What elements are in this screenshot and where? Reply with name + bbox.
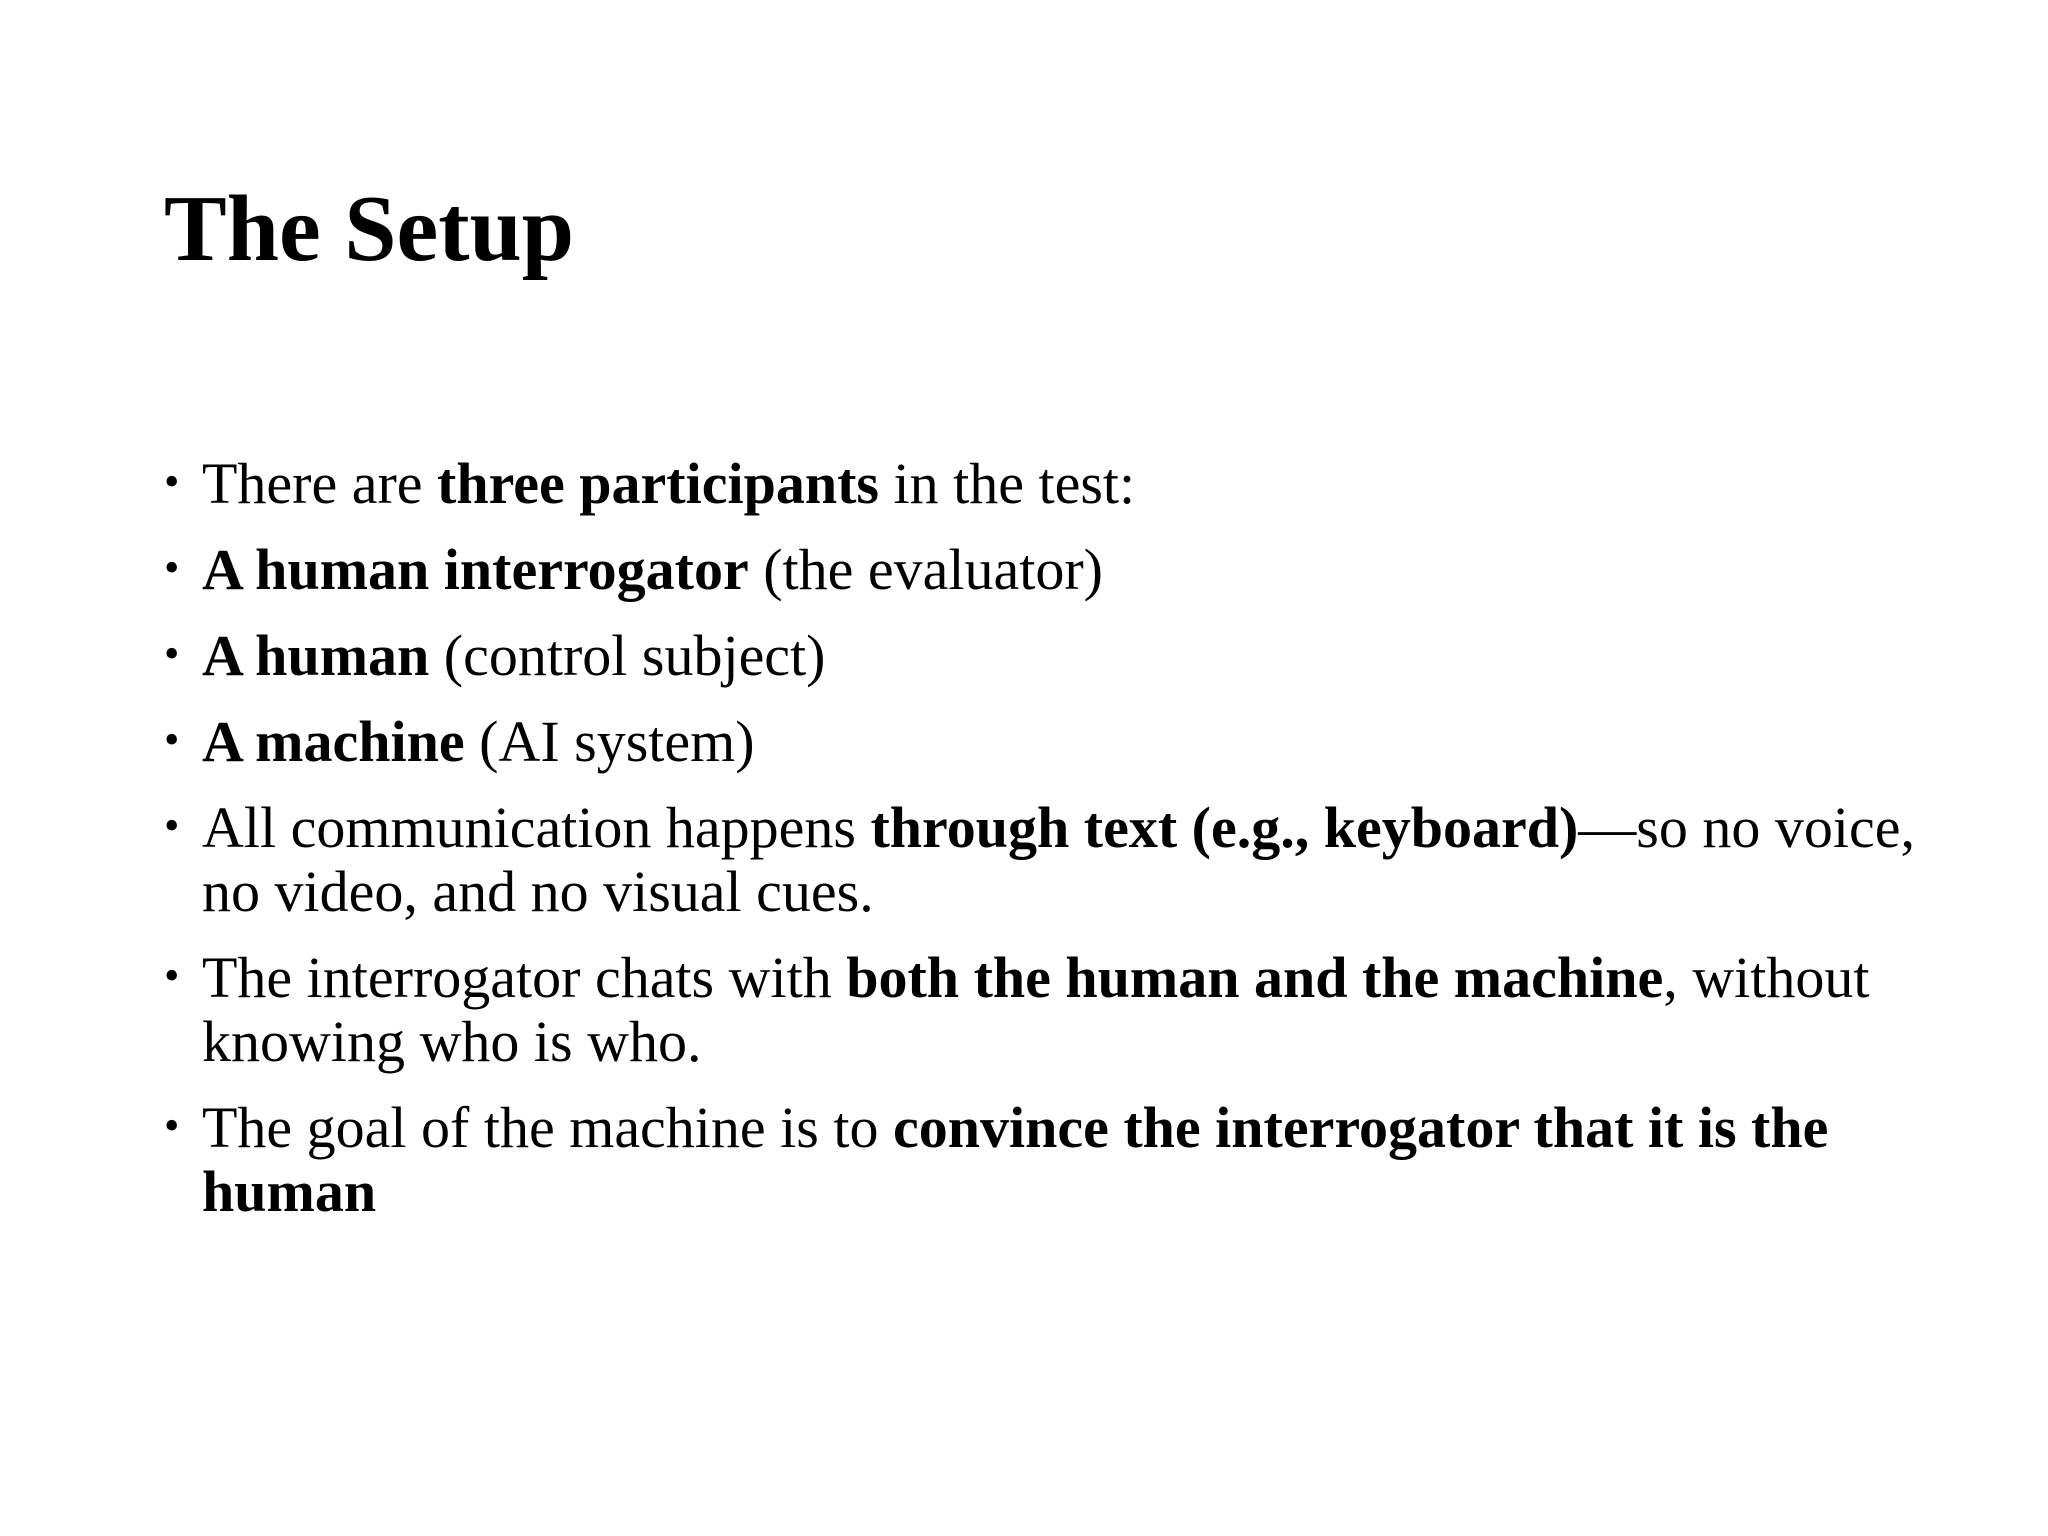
bullet-list — [160, 452, 1920, 1246]
bullet-icon: • — [164, 951, 180, 1000]
bullet-icon: • — [164, 801, 180, 850]
bullet-text: (the evaluator) — [748, 537, 1103, 602]
bullet-emphasis: through text (e.g., keyboard) — [870, 795, 1579, 860]
bullet-item — [160, 796, 1920, 924]
bullet-emphasis: both the human and the machine — [846, 945, 1664, 1010]
bullet-emphasis: convince the interrogator that it is the human — [202, 1095, 1829, 1224]
bullet-icon: • — [164, 715, 180, 764]
bullet-icon: • — [164, 543, 180, 592]
bullet-text: —so no voice, no video, and no visual cues. — [202, 795, 1915, 924]
bullet-icon: • — [164, 1101, 180, 1150]
bullet-text: (AI system) — [464, 709, 755, 774]
bullet-emphasis: A human interrogator — [202, 537, 749, 602]
bullet-item — [160, 452, 1920, 516]
bullet-item — [160, 710, 1920, 774]
bullet-text: There are — [202, 451, 438, 516]
bullet-icon: • — [164, 457, 180, 506]
bullet-emphasis: A human — [202, 623, 430, 688]
bullet-text: , without knowing who is who. — [202, 945, 1870, 1074]
bullet-item — [160, 1096, 1920, 1224]
bullet-text: (control subject) — [429, 623, 826, 688]
bullet-icon: • — [164, 629, 180, 678]
bullet-emphasis: A machine — [202, 709, 465, 774]
bullet-emphasis: three participants — [437, 451, 879, 516]
slide-title: The Setup — [164, 177, 575, 281]
bullet-text: The interrogator chats with — [202, 945, 847, 1010]
bullet-item — [160, 624, 1920, 688]
bullet-item — [160, 538, 1920, 602]
bullet-text: All communication happens — [202, 795, 871, 860]
bullet-text: in the test: — [878, 451, 1136, 516]
bullet-text: The goal of the machine is to — [202, 1095, 893, 1160]
bullet-item — [160, 946, 1920, 1074]
